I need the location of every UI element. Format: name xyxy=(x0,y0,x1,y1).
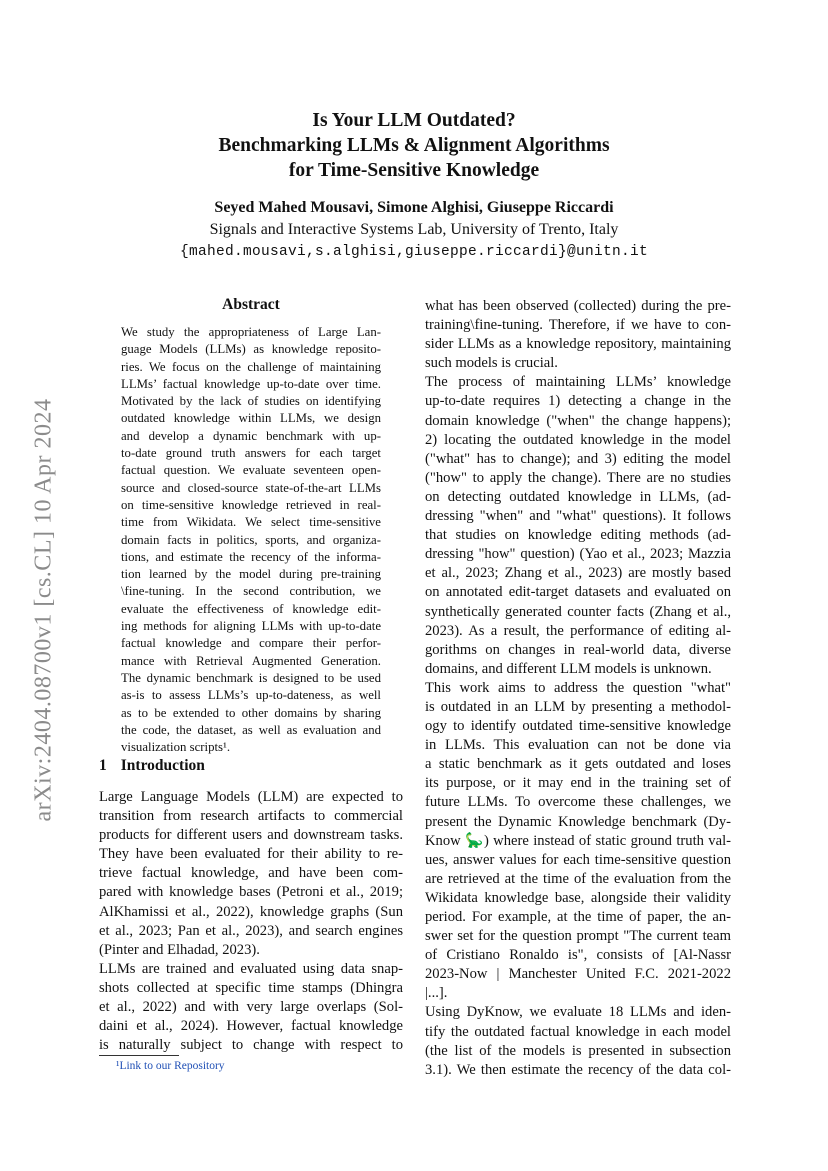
body-line: Using DyKnow, we evaluate 18 LLMs and iden- xyxy=(425,1004,731,1021)
section-number: 1 xyxy=(99,757,107,774)
body-line: dressing "how" question) (Yao et al., 2023; Mazzia xyxy=(425,546,731,563)
author-block xyxy=(0,197,828,263)
abstract-line: source and closed-source state-of-the-art LLMs xyxy=(121,480,381,495)
abstract-line: factual question. We evaluate seventeen open- xyxy=(121,463,381,478)
body-line: swer set for the question prompt "The current team xyxy=(425,928,731,945)
section-title: Introduction xyxy=(120,757,205,774)
abstract-line: tions, and estimate the recency of the informa- xyxy=(121,549,381,564)
body-line: transition from research artifacts to commercial xyxy=(99,808,403,825)
body-line: et al., 2022) and with very large overlaps (Sol- xyxy=(99,999,403,1016)
body-line: ("what" has to change); and 3) editing the model xyxy=(425,450,731,467)
abstract-line: ries. We focus on the challenge of maintaining xyxy=(121,359,381,374)
body-line: present the Dynamic Knowledge benchmark (Dy- xyxy=(425,813,731,830)
abstract-line: as to be extended to other domains by sharing xyxy=(121,705,381,720)
body-line: gorithms on changes in real-world data, diverse xyxy=(425,641,731,658)
abstract-line: time from Wikidata. We select time-sensitive xyxy=(121,515,381,530)
abstract-line: factual knowledge and compare their perfor- xyxy=(121,636,381,651)
body-line: (the list of the models is presented in subsection xyxy=(425,1042,731,1059)
body-line: They have been evaluated for their ability to re- xyxy=(99,846,403,863)
body-line: is naturally subject to change with respect to xyxy=(99,1037,403,1054)
body-line: (Pinter and Elhadad, 2023). xyxy=(99,941,260,958)
footnote-rule xyxy=(99,1055,179,1056)
body-line: trieve factual knowledge, and have been com- xyxy=(99,865,403,882)
body-line: shots collected at specific time stamps (Dhingra xyxy=(99,979,403,996)
arxiv-identifier: arXiv:2404.08700v1 [cs.CL] 10 Apr 2024 xyxy=(30,398,57,822)
body-line: future LLMs. To overcome these challenges, we xyxy=(425,794,731,811)
abstract-line: ing methods for aligning LLMs with up-to-date xyxy=(121,619,381,634)
title-line: Is Your LLM Outdated? xyxy=(312,110,516,131)
abstract-body xyxy=(121,324,381,756)
body-line: products for different users and downstream tasks. xyxy=(99,827,403,844)
affiliation: Signals and Interactive Systems Lab, University of Trento, Italy xyxy=(209,221,619,238)
body-line: of Cristiano Ronaldo is", consists of [Al-Nassr xyxy=(425,947,731,964)
abstract-line: guage Models (LLMs) as knowledge reposito- xyxy=(121,342,381,357)
body-line: The process of maintaining LLMs’ knowledge xyxy=(425,374,731,391)
body-line: 2023-Now | Manchester United F.C. 2021-2022 xyxy=(425,966,731,983)
body-line: 3.1). We then estimate the recency of the data col- xyxy=(425,1061,731,1078)
body-line: 2) locating the outdated knowledge in the model xyxy=(425,431,731,448)
body-line: up-to-date requires 1) detecting a change in the xyxy=(425,393,731,410)
body-line: tify the outdated factual knowledge in each model xyxy=(425,1023,731,1040)
abstract-line: visualization scripts¹. xyxy=(121,740,231,755)
abstract-line: to-date ground truth answers for each target xyxy=(121,446,381,461)
body-line: are retrieved at the time of the evaluation from the xyxy=(425,870,731,887)
body-line: sider LLMs as a knowledge repository, maintaining xyxy=(425,336,731,353)
abstract-line: as-is to assess LLMs’s up-to-dateness, as well xyxy=(121,688,381,703)
body-line: et al., 2023; Pan et al., 2023), and search engines xyxy=(99,922,403,939)
abstract-line: mance with Retrieval Augmented Generation. xyxy=(121,653,381,668)
body-line: |...]. xyxy=(425,985,448,1002)
footnote-link[interactable]: ¹Link to our Repository xyxy=(116,1060,225,1072)
body-line: period. For example, at the time of paper, the an- xyxy=(425,909,731,925)
body-line: Know 🦕) where instead of static ground truth val- xyxy=(425,832,731,849)
title-line: for Time-Sensitive Knowledge xyxy=(288,160,540,181)
abstract-line: and develop a dynamic benchmark with up- xyxy=(121,428,381,443)
right-column-text xyxy=(425,297,731,1080)
body-line: on detecting outdated knowledge in LLMs, (ad- xyxy=(425,488,731,505)
abstract-line: LLMs’ factual knowledge up-to-date over time. xyxy=(121,376,381,391)
title-line: Benchmarking LLMs & Alignment Algorithms xyxy=(218,135,610,156)
author-emails: {mahed.mousavi,s.alghisi,giuseppe.riccardi}@unitn.it xyxy=(179,244,649,260)
body-line: domains, and different LLM models is unknown. xyxy=(425,660,712,677)
body-line: ("how" to apply the change). There are no studies xyxy=(425,469,731,486)
abstract-line: The dynamic benchmark is designed to be used xyxy=(121,670,381,685)
body-line: synthetically generated counter facts (Zhang et al., xyxy=(425,603,731,620)
introduction-text xyxy=(99,788,403,1055)
body-line: AlKhamissi et al., 2022), knowledge graphs (Sun xyxy=(99,903,403,920)
body-line: that studies on knowledge editing methods (ad- xyxy=(425,527,731,544)
abstract-line: the code, the dataset, as well as evaluation and xyxy=(121,722,381,737)
abstract-line: domain facts in politics, sports, and organiza- xyxy=(121,532,381,547)
body-line: a static benchmark as it gets outdated and loses xyxy=(425,756,731,773)
body-line: in LLMs. This evaluation can not be done via xyxy=(425,737,731,754)
body-line: dressing "when" and "what" questions). It follows xyxy=(425,508,731,525)
section-heading xyxy=(99,757,205,775)
body-line: such models is crucial. xyxy=(425,355,558,372)
body-line: training\fine-tuning. Therefore, if we have to con- xyxy=(425,317,731,334)
paper-title xyxy=(0,108,828,183)
abstract-line: We study the appropriateness of Large Lan- xyxy=(121,325,381,339)
body-line: ues, answer values for each time-sensitive question xyxy=(425,851,731,868)
abstract-heading: Abstract xyxy=(222,296,280,313)
body-line: is outdated in an LLM by presenting a methodol- xyxy=(425,698,731,715)
abstract-line: \fine-tuning. In the second contribution, we xyxy=(121,584,381,599)
author-names: Seyed Mahed Mousavi, Simone Alghisi, Giuseppe Riccardi xyxy=(214,199,614,216)
abstract-line: tion learned by the model during pre-training xyxy=(121,567,381,582)
abstract-line: on time-sensitive knowledge retrieved in real- xyxy=(121,497,381,512)
body-line: LLMs are trained and evaluated using data snap- xyxy=(99,960,403,977)
body-line: Wikidata knowledge base, alongside their validity xyxy=(425,889,731,906)
body-line: 2023). As a result, the performance of editing al- xyxy=(425,622,731,639)
body-line: daini et al., 2024). However, factual knowledge xyxy=(99,1018,403,1035)
body-line: This work aims to address the question "what" xyxy=(425,679,731,696)
body-line: pared with knowledge bases (Petroni et al., 2019; xyxy=(99,884,403,901)
body-line: on annotated edit-target datasets and evaluated on xyxy=(425,584,731,601)
body-line: its purpose, or it may end in the training set of xyxy=(425,775,731,792)
abstract-line: outdated knowledge within LLMs, we design xyxy=(121,411,381,426)
abstract-line: evaluate the effectiveness of knowledge edit- xyxy=(121,601,381,616)
body-line: domain knowledge ("when" the change happens); xyxy=(425,412,731,429)
body-line: Large Language Models (LLM) are expected to xyxy=(99,789,403,805)
body-line: et al., 2023; Zhang et al., 2023) are mostly based xyxy=(425,565,731,582)
abstract-line: Motivated by the lack of studies on identifying xyxy=(121,394,381,409)
body-line: ogy to identify outdated time-sensitive knowledge xyxy=(425,718,731,735)
body-line: what has been observed (collected) during the pre- xyxy=(425,298,731,314)
